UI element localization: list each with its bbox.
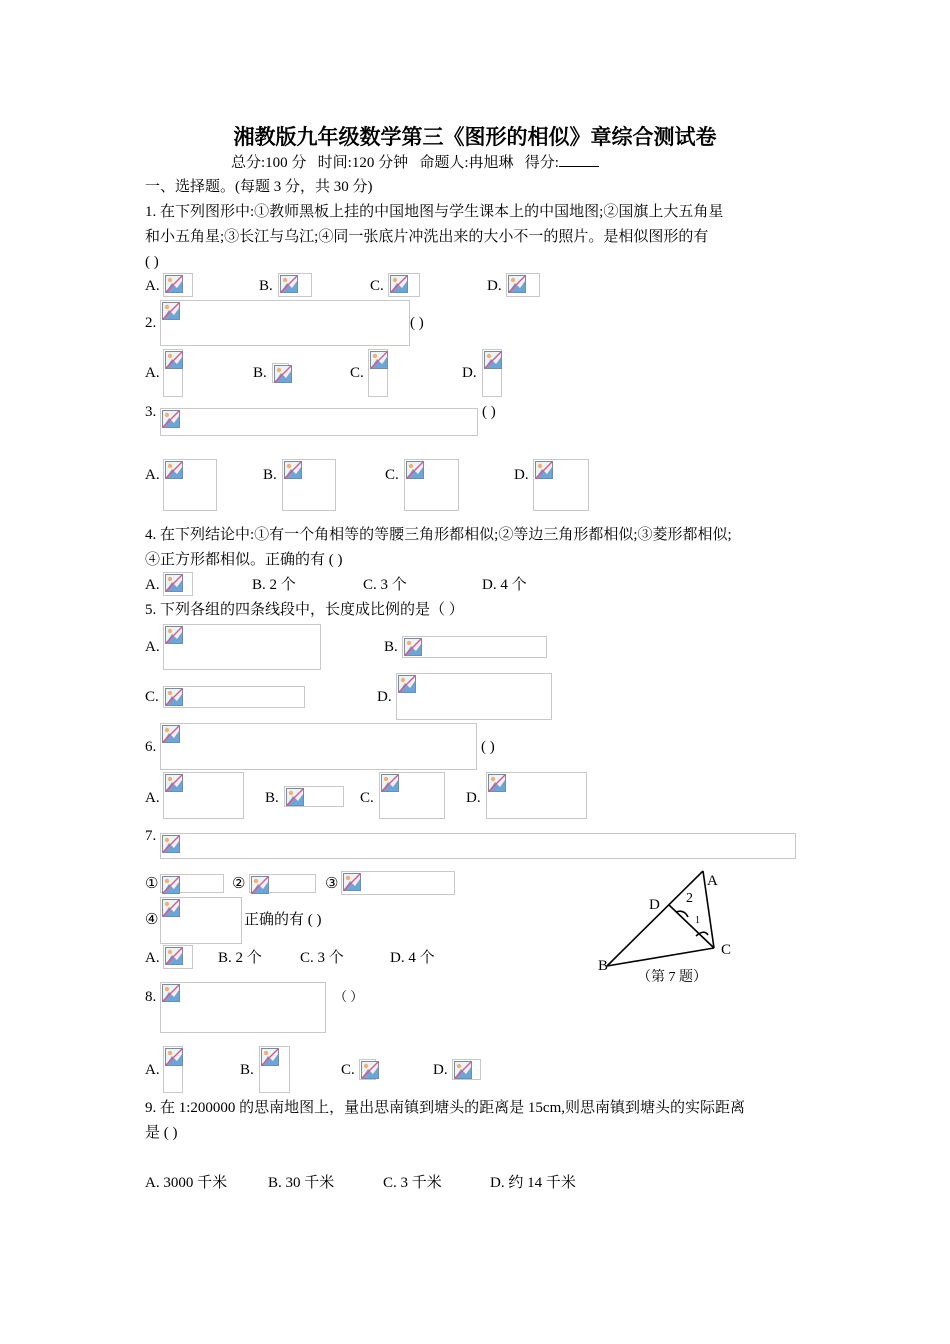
q3-option-b-image — [282, 459, 336, 511]
broken-image-icon — [454, 1061, 472, 1079]
q8-paren: （ ） — [334, 989, 364, 1004]
broken-image-icon — [261, 1048, 279, 1066]
q2-number: 2. — [145, 315, 157, 331]
q7-triangle-figure — [590, 865, 750, 990]
q5-option-c-image — [163, 686, 305, 708]
q4-line1: 4. 在下列结论中:①有一个角相等的等腰三角形都相似;②等边三角形都相似;③菱形都相似; — [145, 527, 732, 543]
q2-option-d-label: D. — [462, 365, 477, 381]
broken-image-icon — [162, 410, 180, 428]
q8-option-b-label: B. — [240, 1062, 254, 1078]
q3-option-a-label: A. — [145, 467, 160, 483]
broken-image-icon — [162, 876, 180, 894]
q2-paren: ( ) — [410, 315, 424, 331]
broken-image-icon — [361, 1061, 379, 1079]
q1-option-b-image — [278, 273, 312, 297]
q3-option-c-label: C. — [385, 467, 399, 483]
q1-option-c-image — [388, 273, 420, 297]
broken-image-icon — [398, 675, 416, 693]
q6-option-d-label: D. — [466, 790, 481, 806]
q7-statement-1-image — [160, 874, 224, 893]
q7-option-a-image — [163, 945, 193, 969]
q6-stem-image — [160, 723, 477, 770]
q5-stem: 5. 下列各组的四条线段中，长度成比例的是（ ） — [145, 602, 464, 618]
q8-option-a-image — [163, 1046, 183, 1093]
broken-image-icon — [381, 774, 399, 792]
q7-option-a-label: A. — [145, 950, 160, 966]
broken-image-icon — [165, 688, 183, 706]
q2-option-b-image — [272, 363, 289, 383]
q1-option-b-label: B. — [259, 278, 273, 294]
broken-image-icon — [162, 725, 180, 743]
exam-time: 时间:120 分钟 — [317, 155, 409, 171]
q9-option-a: A. 3000 千米 — [145, 1175, 228, 1191]
q5-option-a-image — [163, 624, 321, 670]
broken-image-icon — [370, 351, 388, 369]
figure-caption: （第 7 题） — [637, 970, 707, 985]
q7-option-c: C. 3 个 — [300, 950, 344, 966]
q2-option-d-image — [482, 349, 502, 397]
broken-image-icon — [162, 835, 180, 853]
broken-image-icon — [280, 275, 298, 293]
section-heading: 一、选择题。(每题 3 分，共 30 分) — [145, 179, 373, 195]
broken-image-icon — [165, 774, 183, 792]
q7-statement-3-image — [341, 871, 455, 895]
exam-info — [231, 152, 599, 173]
line-dc — [669, 905, 714, 948]
q2-option-a-image — [163, 349, 183, 397]
broken-image-icon — [484, 351, 502, 369]
q8-stem-image — [160, 982, 326, 1033]
q9-line1: 9. 在 1:200000 的思南地图上，量出思南镇到塘头的距离是 15cm,则思南镇到塘头的实际距离 — [145, 1100, 745, 1116]
q3-option-d-label: D. — [514, 467, 529, 483]
q6-option-a-label: A. — [145, 790, 160, 806]
broken-image-icon — [165, 461, 183, 479]
broken-image-icon — [406, 461, 424, 479]
q7-option-b: B. 2 个 — [218, 950, 262, 966]
q4-option-d: D. 4 个 — [482, 577, 527, 593]
q7-statement-3-label: ③ — [325, 876, 339, 892]
broken-image-icon — [488, 774, 506, 792]
q7-stem-image — [160, 833, 796, 859]
q8-option-d-label: D. — [433, 1062, 448, 1078]
q1-line1: 1. 在下列图形中:①教师黑板上挂的中国地图与学生课本上的中国地图;②国旗上大五角星 — [145, 204, 724, 220]
q7-correct-count: 正确的有 ( ) — [244, 912, 322, 928]
q7-statement-2-image — [249, 874, 316, 893]
broken-image-icon — [165, 351, 183, 369]
q2-option-a-label: A. — [145, 365, 160, 381]
broken-image-icon — [343, 873, 361, 891]
broken-image-icon — [286, 788, 304, 806]
q8-number: 8. — [145, 989, 157, 1005]
q4-option-a-label: A. — [145, 577, 160, 593]
q2-option-c-image — [368, 349, 388, 397]
broken-image-icon — [162, 984, 180, 1002]
label-b: B — [598, 958, 609, 974]
q3-number: 3. — [145, 404, 157, 420]
q8-option-c-label: C. — [341, 1062, 355, 1078]
q2-stem-image — [160, 300, 410, 346]
q4-option-a-image — [163, 572, 193, 596]
q1-option-a-label: A. — [145, 278, 160, 294]
q1-paren: ( ) — [145, 254, 159, 270]
q2-option-c-label: C. — [350, 365, 364, 381]
q8-option-a-label: A. — [145, 1062, 160, 1078]
broken-image-icon — [404, 638, 422, 656]
q8-option-d-image — [452, 1059, 481, 1080]
q1-option-a-image — [163, 273, 193, 297]
q7-option-d: D. 4 个 — [390, 950, 435, 966]
label-d: D — [649, 897, 660, 913]
q9-option-c: C. 3 千米 — [383, 1175, 442, 1191]
q1-option-c-label: C. — [370, 278, 384, 294]
q5-option-d-label: D. — [377, 689, 392, 705]
angle-1-label: 1 — [695, 915, 700, 926]
q5-option-b-image — [402, 636, 547, 658]
broken-image-icon — [165, 947, 183, 965]
q4-option-c: C. 3 个 — [363, 577, 407, 593]
label-a: A — [707, 873, 718, 889]
broken-image-icon — [162, 899, 180, 917]
q3-option-b-label: B. — [263, 467, 277, 483]
q4-option-b: B. 2 个 — [252, 577, 296, 593]
q8-option-c-image — [359, 1059, 376, 1080]
q5-option-c-label: C. — [145, 689, 159, 705]
broken-image-icon — [508, 275, 526, 293]
q3-option-d-image — [533, 459, 589, 511]
broken-image-icon — [251, 876, 269, 894]
q1-option-d-image — [506, 273, 540, 297]
q3-paren: ( ) — [482, 404, 496, 420]
score-blank — [559, 152, 599, 167]
q7-statement-4-image — [160, 897, 242, 944]
q7-statement-1-label: ① — [145, 876, 159, 892]
q3-option-a-image — [163, 459, 217, 511]
label-c: C — [721, 942, 732, 958]
q4-line2: ④正方形都相似。正确的有 ( ) — [145, 552, 343, 568]
q8-option-b-image — [259, 1046, 290, 1093]
q7-statement-4-label: ④ — [145, 912, 159, 928]
q6-option-b-image — [284, 786, 344, 807]
total-score: 总分:100 分 — [231, 155, 307, 171]
q6-option-c-image — [379, 772, 445, 819]
q1-line2: 和小五角星;③长江与乌江;④同一张底片冲洗出来的大小不一的照片。是相似图形的有 — [145, 229, 709, 245]
broken-image-icon — [165, 574, 183, 592]
broken-image-icon — [162, 302, 180, 320]
broken-image-icon — [274, 365, 292, 383]
q9-option-b: B. 30 千米 — [268, 1175, 335, 1191]
exam-author: 命题人:冉旭琳 — [419, 155, 514, 171]
page-title: 湘教版九年级数学第三《图形的相似》章综合测试卷 — [233, 125, 717, 149]
broken-image-icon — [165, 1048, 183, 1066]
q7-statement-2-label: ② — [232, 876, 246, 892]
q6-option-d-image — [486, 772, 587, 819]
broken-image-icon — [284, 461, 302, 479]
angle-2-label: 2 — [686, 891, 693, 906]
score-label: 得分: — [524, 155, 559, 171]
q6-option-c-label: C. — [360, 790, 374, 806]
q5-option-d-image — [396, 673, 552, 720]
q3-option-c-image — [404, 459, 459, 511]
q9-line2: 是 ( ) — [145, 1125, 178, 1141]
q6-number: 6. — [145, 739, 157, 755]
broken-image-icon — [165, 626, 183, 644]
q3-stem-image — [160, 408, 478, 436]
broken-image-icon — [165, 275, 183, 293]
q6-option-a-image — [163, 772, 244, 819]
q7-number: 7. — [145, 828, 157, 844]
q6-option-b-label: B. — [265, 790, 279, 806]
q9-option-d: D. 约 14 千米 — [490, 1175, 576, 1191]
broken-image-icon — [535, 461, 553, 479]
q2-option-b-label: B. — [253, 365, 267, 381]
q6-paren: ( ) — [481, 739, 495, 755]
q1-option-d-label: D. — [487, 278, 502, 294]
q5-option-b-label: B. — [384, 639, 398, 655]
q5-option-a-label: A. — [145, 639, 160, 655]
broken-image-icon — [390, 275, 408, 293]
